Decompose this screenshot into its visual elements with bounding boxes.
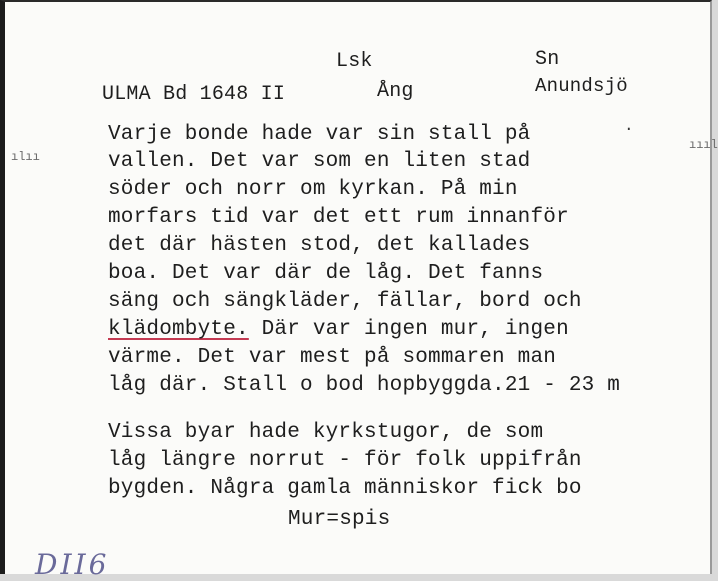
ink-dot: · [624,120,634,138]
handwritten-code: DII6 [35,548,110,581]
left-edge-marks: ılıı [11,150,40,164]
body-line-6: boa. Det var där de låg. Det fanns [108,262,544,285]
body2-line-1: Vissa byar hade kyrkstugor, de som [108,421,544,444]
landskap-label: Lsk [336,50,373,73]
body-line-2: vallen. Det var som en liten stad [108,150,531,173]
body-line-7: säng och sängkläder, fällar, bord och [108,290,582,313]
body-line-8 [108,319,569,340]
body-line-1: Varje bonde hade var sin stall på [108,123,531,146]
body-line-10: låg där. Stall o bod hopbyggda.21 - 23 m [108,374,621,397]
body2-line-3: bygden. Några gamla människor fick bo [108,477,582,500]
body-line-4: morfars tid var det ett rum innanför [108,206,569,229]
underlined-word: klädombyte. [108,318,249,341]
right-edge-marks: ıııl [689,138,718,152]
body-line-3: söder och norr om kyrkan. På min [108,178,518,201]
socken-value: Anundsjö [535,75,628,97]
body-line-5: det där hästen stod, det kallades [108,234,531,257]
body-line-8-rest: Där var ingen mur, ingen [248,318,569,341]
archive-reference: ULMA Bd 1648 II [102,83,286,106]
footnote: Mur=spis [288,508,391,531]
body-line-9: värme. Det var mest på sommaren man [108,346,557,369]
landskap-value: Ång [377,80,414,103]
socken-label: Sn [535,48,560,71]
body2-line-2: låg längre norrut - för folk uppifrån [108,449,582,472]
